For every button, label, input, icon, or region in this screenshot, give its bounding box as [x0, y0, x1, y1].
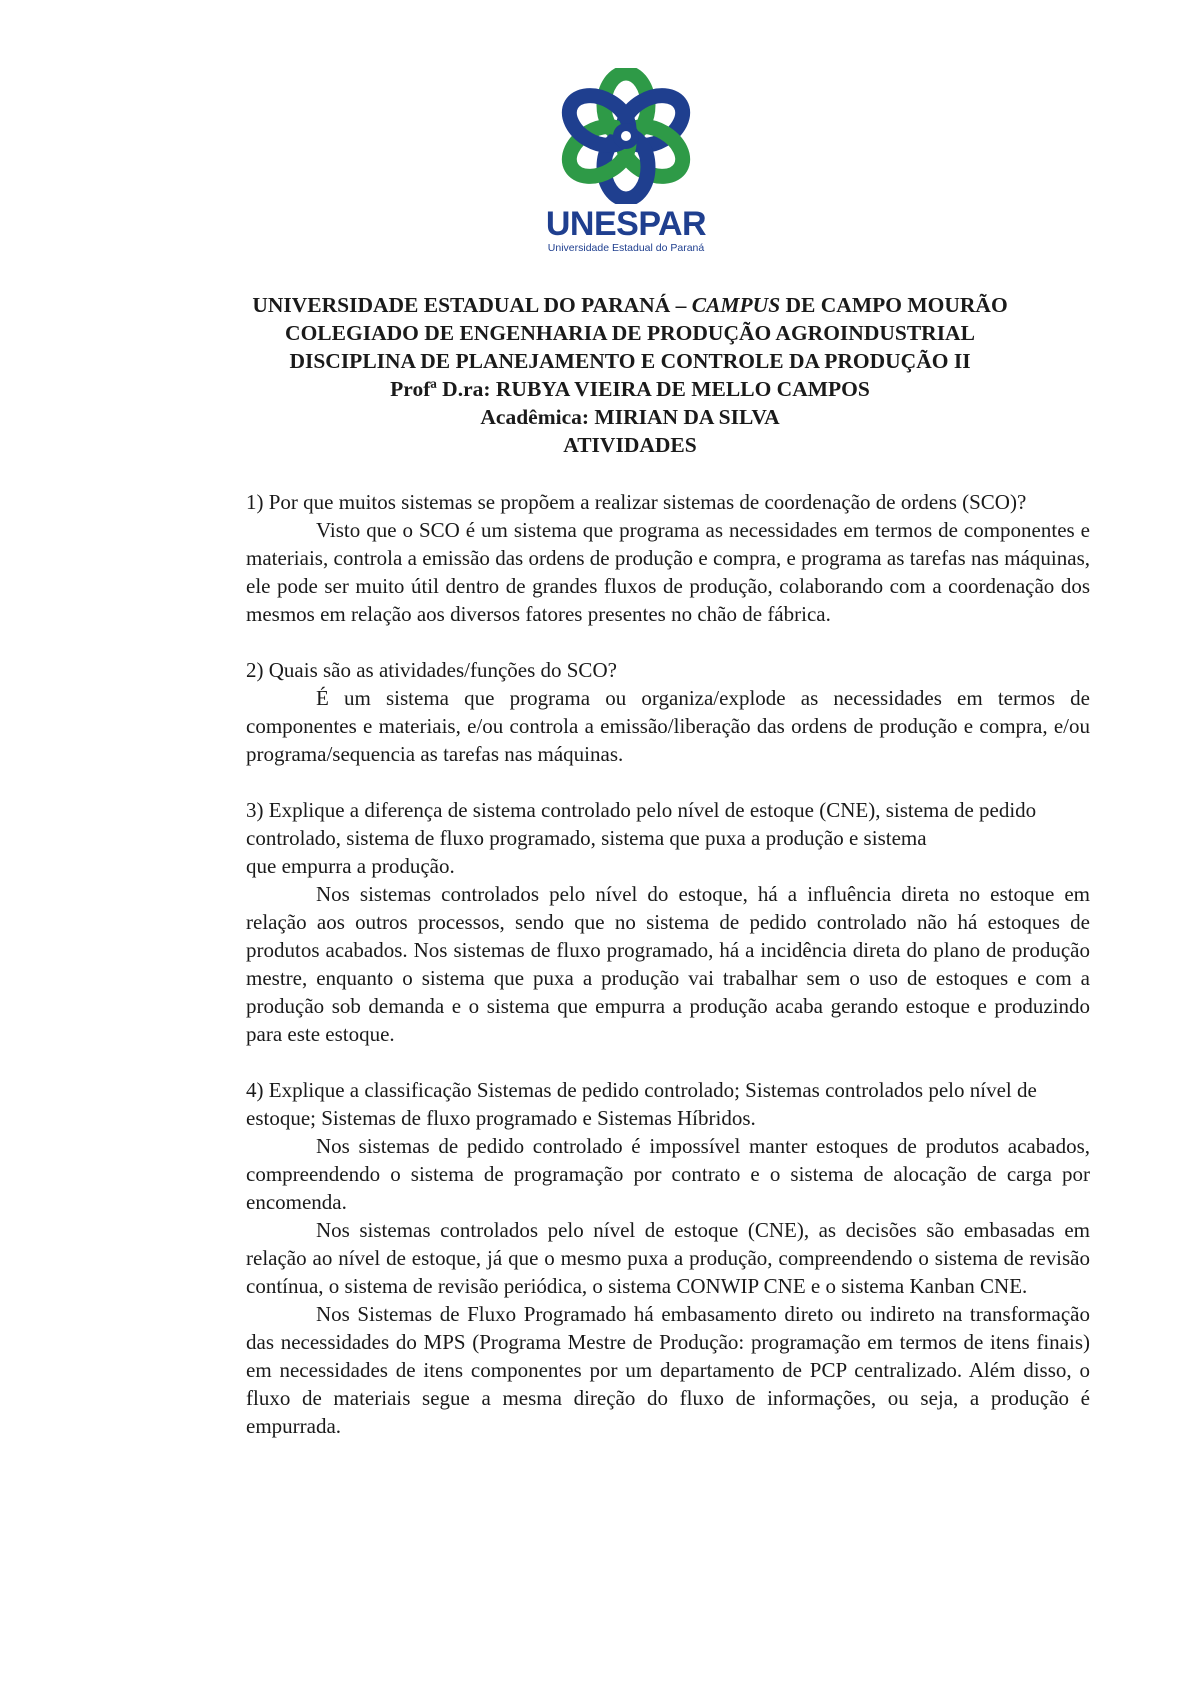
header-university: UNIVERSIDADE ESTADUAL DO PARANÁ – CAMPUS DE CAMPO MOURÃO [252, 293, 1008, 317]
header-title: ATIVIDADES [563, 433, 697, 457]
document-body [246, 488, 1090, 1440]
header-department: COLEGIADO DE ENGENHARIA DE PRODUÇÃO AGROINDUSTRIAL [285, 321, 975, 345]
answer-3: Nos sistemas controlados pelo nível do estoque, há a influência direta no estoque em relação aos outros processos, sendo que no sistema de pedido controlado não há estoques de produtos acabados. Nos sistemas de fluxo programado, há a incidência direta do plano de produção mestre, enquanto o sistema que puxa a produção vai trabalhar sem o uso de estoques e com a produção sob demanda e o sistema que empurra a produção acaba gerando estoque e produzindo para este estoque. [246, 882, 1090, 1046]
answer-4-paragraph-2: Nos sistemas controlados pelo nível de estoque (CNE), as decisões são embasadas em relação ao nível de estoque, já que o mesmo puxa a produção, compreendendo o sistema de revisão contínua, o sistema de revisão periódica, o sistema CONWIP CNE e o sistema Kanban CNE. [246, 1218, 1090, 1298]
answer-1: Visto que o SCO é um sistema que programa as necessidades em termos de componentes e materiais, controla a emissão das ordens de produção e compra, e programa as tarefas nas máquinas, ele pode ser muito útil dentro de grandes fluxos de produção, colaborando com a coordenação dos mesmos em relação aos diversos fatores presentes no chão de fábrica. [246, 518, 1090, 626]
header-professor: Profª D.ra: RUBYA VIEIRA DE MELLO CAMPOS [390, 377, 870, 401]
answer-4-paragraph-3: Nos Sistemas de Fluxo Programado há embasamento direto ou indireto na transformação das necessidades do MPS (Programa Mestre de Produção: programação em termos de itens finais) em necessidades de itens componentes por um departamento de PCP centralizado. Além disso, o fluxo de materiais segue a mesma direção do fluxo de informações, ou seja, a produção é empurrada. [246, 1302, 1090, 1438]
question-2: 2) Quais são as atividades/funções do SCO? [246, 658, 617, 682]
header-discipline: DISCIPLINA DE PLANEJAMENTO E CONTROLE DA PRODUÇÃO II [289, 349, 971, 373]
answer-2: É um sistema que programa ou organiza/explode as necessidades em termos de componentes e materiais, e/ou controla a emissão/liberação das ordens de produção e compra, e/ou programa/sequencia as tarefas nas máquinas. [246, 686, 1090, 766]
question-3-continuation: que empurra a produção. [246, 854, 455, 878]
logo-wordmark: UNESPAR [545, 205, 707, 243]
answer-4-paragraph-1: Nos sistemas de pedido controlado é impossível manter estoques de produtos acabados, compreendendo o sistema de programação por contrato e o sistema de alocação de carga por encomenda. [246, 1134, 1090, 1214]
unespar-emblem-icon [540, 68, 712, 204]
logo-subtitle: Universidade Estadual do Paraná [547, 242, 705, 254]
header-student: Acadêmica: MIRIAN DA SILVA [480, 405, 780, 429]
question-1: 1) Por que muitos sistemas se propõem a realizar sistemas de coordenação de ordens (SCO)? [246, 490, 1027, 514]
document-header [140, 291, 1120, 459]
unespar-logo [540, 68, 712, 258]
question-4: 4) Explique a classificação Sistemas de pedido controlado; Sistemas controlados pelo nível de estoque; Sistemas de fluxo programado e Sistemas Híbridos. [246, 1078, 1037, 1130]
question-3: 3) Explique a diferença de sistema controlado pelo nível de estoque (CNE), sistema de pedido controlado, sistema de fluxo programado, sistema que puxa a produção e sistema [246, 798, 1037, 850]
